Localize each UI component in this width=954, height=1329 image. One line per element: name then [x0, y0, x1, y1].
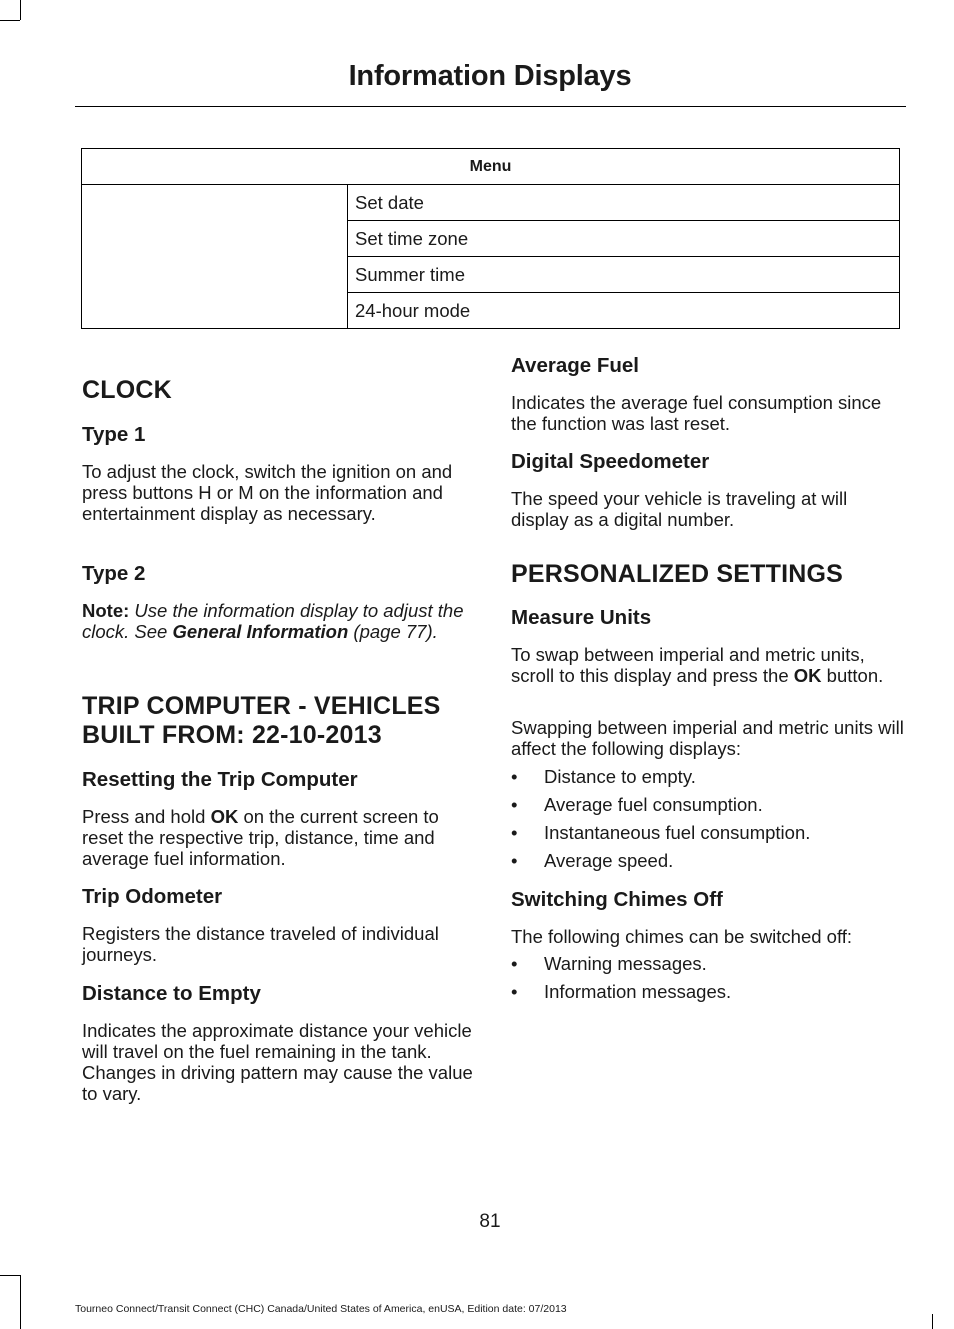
measure-units-text — [511, 644, 906, 686]
digital-speedometer-heading: Digital Speedometer — [511, 450, 710, 473]
crop-mark — [20, 0, 21, 20]
crop-mark — [0, 1275, 20, 1276]
switching-chimes-text: The following chimes can be switched off: — [511, 926, 853, 947]
measure-units-text-part: To swap between imperial and metric units, scroll to this display and press the — [511, 644, 865, 686]
table-cell: Set time zone — [348, 221, 900, 257]
bullet-icon: • — [511, 953, 518, 974]
distance-to-empty-heading: Distance to Empty — [82, 982, 261, 1005]
trip-odometer-text: Registers the distance traveled of individual journeys. — [82, 923, 439, 965]
footer-edition: Tourneo Connect/Transit Connect (CHC) Canada/United States of America, enUSA, Edition date: 07/2013 — [75, 1303, 567, 1315]
resetting-text-part: Press and hold — [82, 806, 211, 827]
list-item-text: Instantaneous fuel consumption. — [544, 822, 811, 843]
table-cell: Set date — [348, 185, 900, 221]
table-empty-cell — [82, 185, 348, 329]
list-item-text: Distance to empty. — [544, 766, 696, 787]
page-number: 81 — [479, 1211, 501, 1232]
page-title: Information Displays — [348, 60, 632, 92]
list-item-text: Average fuel consumption. — [544, 794, 763, 815]
resetting-text-part: on the current screen to reset the respective trip, distance, time and average fuel information. — [82, 806, 439, 869]
table-cell: 24-hour mode — [348, 293, 900, 329]
distance-to-empty-text: Indicates the approximate distance your vehicle will travel on the fuel remaining in the tank. Changes in driving pattern may cause the value to vary. — [82, 1020, 473, 1104]
general-information-reference[interactable]: General Information — [172, 621, 349, 642]
measure-units-text-part: button. — [821, 665, 884, 686]
measure-units-effect-text: Swapping between imperial and metric units will affect the following displays: — [511, 717, 904, 759]
digital-speedometer-text: The speed your vehicle is traveling at will display as a digital number. — [511, 488, 848, 530]
bullet-icon: • — [511, 766, 518, 787]
crop-mark — [932, 1314, 933, 1329]
type2-heading: Type 2 — [82, 562, 146, 585]
note-label: Note: — [82, 600, 130, 621]
trip-computer-heading: TRIP COMPUTER - VEHICLES BUILT FROM: 22-10-2013 — [82, 692, 441, 749]
table-header-cell: Menu — [82, 149, 900, 185]
average-fuel-heading: Average Fuel — [511, 354, 639, 377]
type1-heading: Type 1 — [82, 423, 146, 446]
note-page-reference: (page 77). — [348, 621, 438, 642]
table-cell: Summer time — [348, 257, 900, 293]
bullet-icon: • — [511, 850, 518, 871]
table-header-row — [82, 149, 900, 185]
table-row — [82, 185, 900, 221]
resetting-heading: Resetting the Trip Computer — [82, 768, 358, 791]
clock-heading: CLOCK — [82, 376, 172, 404]
average-fuel-text: Indicates the average fuel consumption since the function was last reset. — [511, 392, 882, 434]
title-divider — [75, 106, 906, 107]
ok-label: OK — [793, 665, 822, 686]
bullet-icon: • — [511, 794, 518, 815]
crop-mark — [20, 1275, 21, 1329]
bullet-icon: • — [511, 981, 518, 1002]
trip-odometer-heading: Trip Odometer — [82, 885, 223, 908]
list-item-text: Average speed. — [544, 850, 674, 871]
menu-table — [81, 148, 900, 329]
note-text: Use the information display to adjust the clock. See — [82, 600, 464, 642]
list-item-text: Information messages. — [544, 981, 732, 1002]
switching-chimes-heading: Switching Chimes Off — [511, 888, 723, 911]
personalized-settings-heading: PERSONALIZED SETTINGS — [511, 560, 844, 588]
bullet-icon: • — [511, 822, 518, 843]
measure-units-heading: Measure Units — [511, 606, 652, 629]
crop-mark — [0, 20, 20, 21]
resetting-text — [82, 806, 477, 869]
type1-text: To adjust the clock, switch the ignition on and press buttons H or M on the information and entertainment display as necessary. — [82, 461, 453, 524]
list-item-text: Warning messages. — [544, 953, 707, 974]
ok-label: OK — [210, 806, 239, 827]
type2-note — [82, 600, 477, 642]
